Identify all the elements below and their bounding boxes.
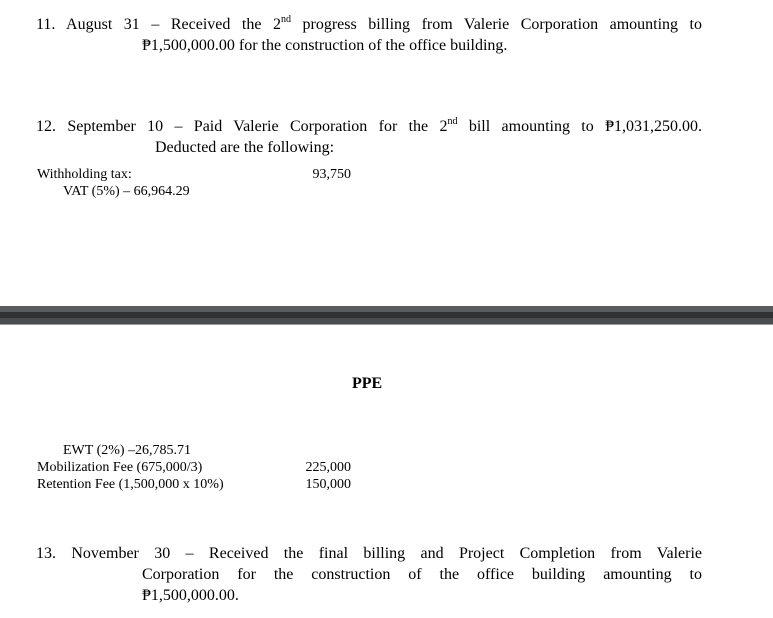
- ordinal-suffix: nd: [281, 13, 291, 25]
- retention-fee-label: Retention Fee (1,500,000 x 10%): [37, 477, 224, 492]
- item-12-line-1-text: 12. September 10 – Paid Valerie Corporation for the 2: [36, 118, 448, 135]
- item-12-line-1-rest: bill amounting to ₱1,031,250.00.: [457, 118, 702, 135]
- item-13-line-1: [36, 543, 702, 564]
- item-13-line-1-text: 13. November 30 – Received the final billing and Project Completion from Valerie: [36, 545, 702, 562]
- item-13-line-3: ₱1,500,000.00.: [142, 587, 239, 604]
- ewt-line: EWT (2%) –26,785.71: [63, 443, 192, 458]
- page-break-divider: [0, 306, 773, 324]
- item-11-line-2: ₱1,500,000.00 for the construction of the office building.: [142, 37, 508, 54]
- item-11-line-1-rest: progress billing from Valerie Corporation amounting to: [291, 16, 703, 33]
- item-13-line-2: [142, 564, 702, 585]
- ppe-heading: PPE: [352, 375, 383, 392]
- item-11-line-1-text: 11. August 31 – Received the 2: [36, 16, 281, 33]
- item-11-line-1: [36, 14, 702, 35]
- mobilization-fee-amount: 225,000: [305, 460, 351, 475]
- vat-line: VAT (5%) – 66,964.29: [63, 184, 190, 199]
- item-13-line-2-text: Corporation for the construction of the office building amounting to: [142, 566, 702, 583]
- mobilization-fee-label: Mobilization Fee (675,000/3): [37, 460, 203, 475]
- item-12-line-1: [36, 116, 702, 137]
- ordinal-suffix: nd: [447, 115, 458, 127]
- retention-fee-amount: 150,000: [305, 477, 351, 492]
- withholding-tax-label: Withholding tax:: [37, 167, 132, 182]
- withholding-tax-amount: 93,750: [312, 167, 351, 182]
- item-12-line-2: Deducted are the following:: [155, 139, 335, 156]
- page-break-divider-edge: [0, 324, 773, 325]
